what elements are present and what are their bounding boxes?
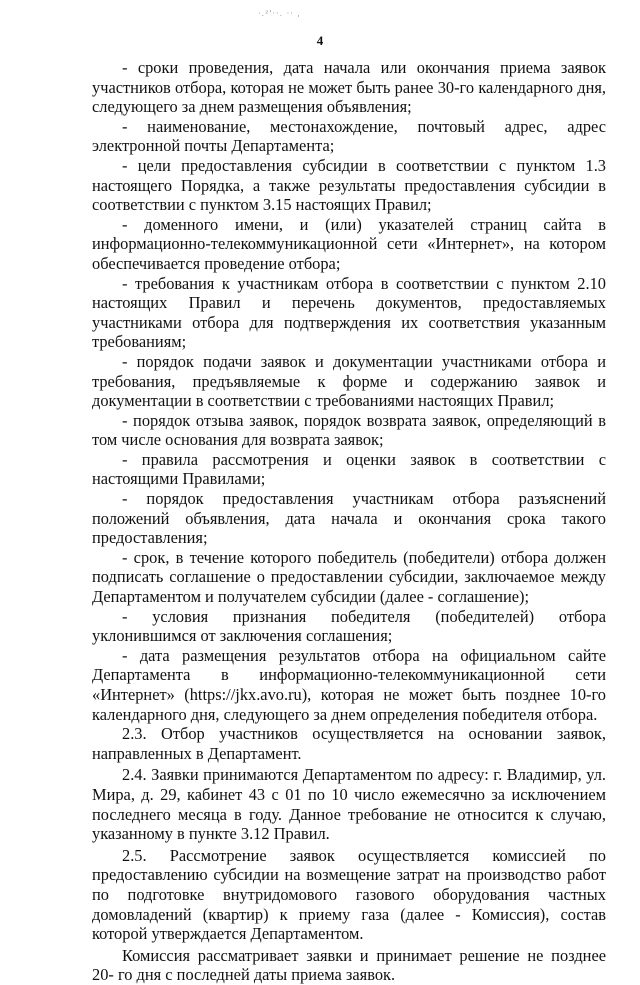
scan-artifact: ·.²'··. ·· , <box>258 9 301 18</box>
page-number: 4 <box>316 33 324 48</box>
paragraph-subsidy-goals: - цели предоставления субсидии в соответствии с пунктом 1.3 настоящего Порядка, а также результаты предоставления субсидии в соответствии с пунктом 3.15 настоящих Правил; <box>92 155 606 215</box>
paragraph-participant-requirements: - требования к участникам отбора в соответствии с пунктом 2.10 настоящих Правил и перечень документов, предоставляемых участниками отбора для подтверждения их соответствия указанным требованиям; <box>92 273 606 352</box>
paragraph-deadlines: - сроки проведения, дата начала или окончания приема заявок участников отбора, которая не может быть ранее 30-го календарного дня, следующего за днем размещения объявления; <box>92 58 606 117</box>
paragraph-section-2-4: 2.4. Заявки принимаются Департаментом по адресу: г. Владимир, ул. Мира, д. 29, кабинет 43 с 01 по 10 число ежемесячно за исключением последнего месяца в году. Данное требование не относится к случаю, указанному в пункте 3.12 Правил. <box>92 765 606 844</box>
paragraph-withdrawal-procedure: - порядок отзыва заявок, порядок возврата заявок, определяющий в том числе основания для возврата заявок; <box>92 410 606 450</box>
document-body <box>92 58 606 985</box>
paragraph-evasion-conditions: - условия признания победителя (победителей) отбора уклонившимся от заключения соглашения; <box>92 606 606 646</box>
paragraph-submission-procedure: - порядок подачи заявок и документации участниками отбора и требования, предъявляемые к форме и содержанию заявок и документации в соответствии с требованиями настоящих Правил; <box>92 351 606 411</box>
paragraph-section-2-3: 2.3. Отбор участников осуществляется на основании заявок, направленных в Департамент. <box>92 724 606 763</box>
paragraph-department-address: - наименование, местонахождение, почтовый адрес, адрес электронной почты Департамента; <box>92 116 606 156</box>
paragraph-commission-decision: Комиссия рассматривает заявки и принимает решение не позднее 20- го дня с последней даты приема заявок. <box>92 945 606 985</box>
paragraph-agreement-deadline: - срок, в течение которого победитель (победители) отбора должен подписать соглашение о предоставлении субсидии, заключаемое между Департаментом и получателем субсидии (далее - соглашение); <box>92 547 606 607</box>
paragraph-section-2-5: 2.5. Рассмотрение заявок осуществляется комиссией по предоставлению субсидии на возмещение затрат на производство работ по подготовке внутридомового газового оборудования частных домовладений (квартир) к приему газа (далее - Комиссия), состав которой утверждается Департаментом. <box>92 845 606 944</box>
paragraph-review-rules: - правила рассмотрения и оценки заявок в соответствии с настоящими Правилами; <box>92 449 606 489</box>
paragraph-domain-name: - доменного имени, и (или) указателей страниц сайта в информационно-телекоммуникационной сети «Интернет», на котором обеспечивается проведение отбора; <box>92 214 606 273</box>
paragraph-results-publication: - дата размещения результатов отбора на официальном сайте Департамента в информационно-телекоммуникационной сети «Интернет» (https://jkx.avo.ru), которая не может быть позднее 10-го календарного дня, следующего за днем определения победителя отбора. <box>92 645 606 724</box>
paragraph-clarifications: - порядок предоставления участникам отбора разъяснений положений объявления, дата начала и окончания срока такого предоставления; <box>92 489 606 548</box>
